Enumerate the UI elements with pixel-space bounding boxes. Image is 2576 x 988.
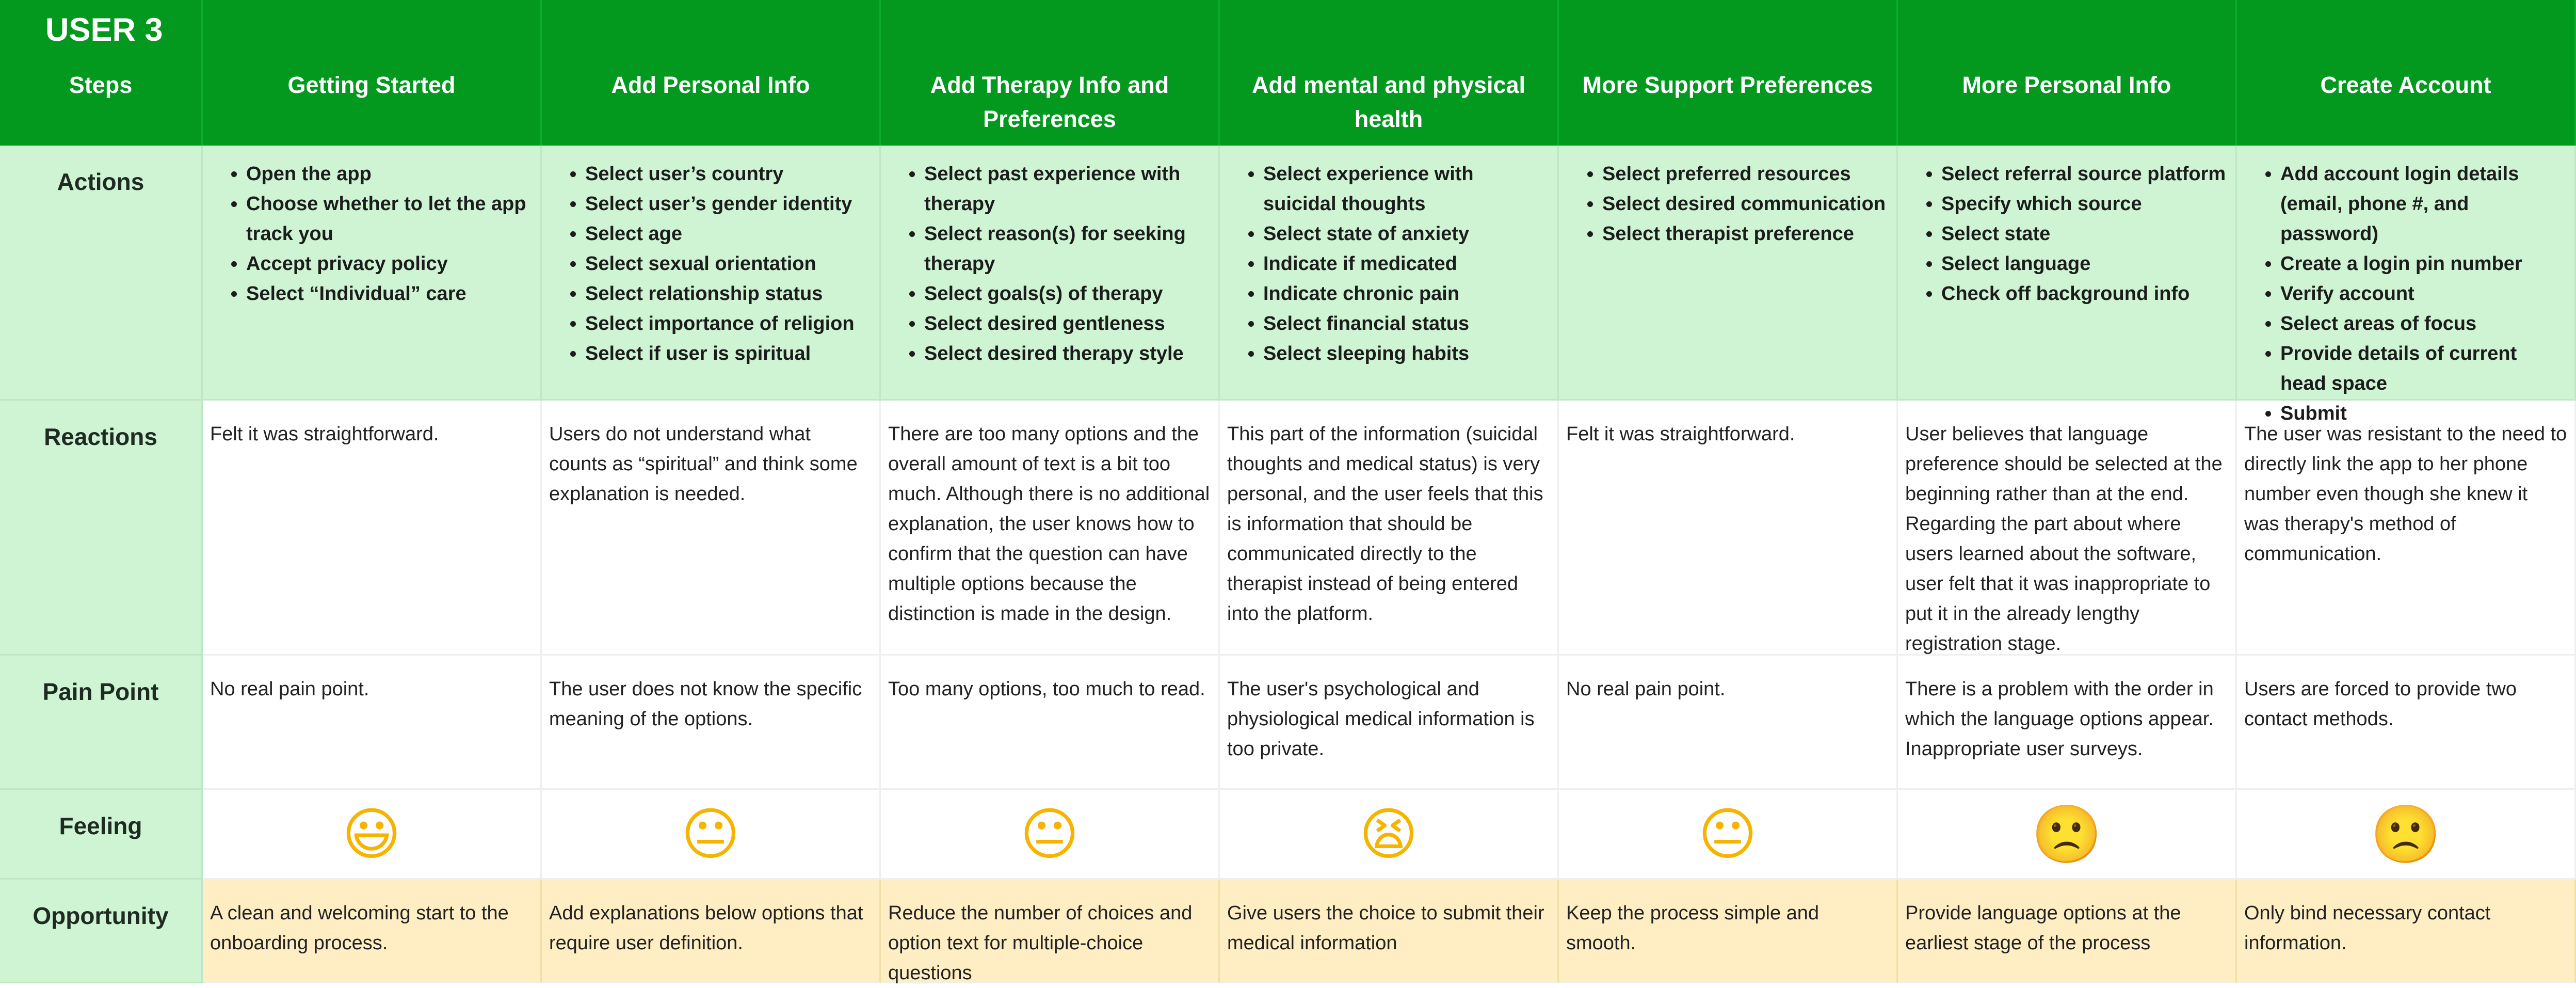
action-item: • Specify which source <box>1941 189 2228 219</box>
action-item: • Open the app <box>246 159 533 189</box>
pain-point-cell: Too many options, too much to read. <box>881 656 1220 790</box>
step-header: Add mental and physical health <box>1220 0 1559 146</box>
step-header: Create Account <box>2237 0 2576 146</box>
action-item: • Provide details of current head space <box>2280 339 2567 399</box>
reaction-cell: User believes that language preference should be selected at the beginning rather than at the end. Regarding the part about where users learned about the software, user felt that it was inappropriate to put it in the already lengthy registration stage. <box>1898 401 2237 656</box>
step-header: Getting Started <box>203 0 542 146</box>
action-item: • Select state of anxiety <box>1263 219 1550 249</box>
action-item: • Select relationship status <box>585 279 872 309</box>
action-item: • Accept privacy policy <box>246 249 533 279</box>
frowning-face-icon: 🙁 <box>2031 801 2102 867</box>
pain-point-cell: The user does not know the specific meaning of the options. <box>542 656 881 790</box>
action-item: • Choose whether to let the app track you <box>246 189 533 249</box>
action-item: • Submit <box>2280 399 2567 428</box>
step-header: More Personal Info <box>1898 0 2237 146</box>
actions-cell <box>1220 146 1559 401</box>
reaction-cell: This part of the information (suicidal thoughts and medical status) is very personal, and the user feels that this is information that should be communicated directly to the therapist instead of being entered into the platform. <box>1220 401 1559 656</box>
smiling-face-icon: 😃 <box>342 801 401 867</box>
action-item: • Select desired therapy style <box>924 339 1211 369</box>
reaction-cell: There are too many options and the overall amount of text is a bit too much. Although there is no additional explanation, the user knows how to confirm that the question can have multiple options because the distinction is made in the design. <box>881 401 1220 656</box>
tired-face-icon: 😫 <box>1359 801 1419 867</box>
action-item: • Create a login pin number <box>2280 249 2567 279</box>
reaction-cell: Users do not understand what counts as “spiritual” and think some explanation is needed. <box>542 401 881 656</box>
opportunity-cell: Give users the choice to submit their medical information <box>1220 880 1559 983</box>
action-item: • Select preferred resources <box>1602 159 1889 189</box>
action-item: • Select “Individual” care <box>246 279 533 309</box>
feeling-cell <box>542 790 881 880</box>
pain-point-cell: No real pain point. <box>203 656 542 790</box>
step-header: Add Personal Info <box>542 0 881 146</box>
reaction-cell: Felt it was straightforward. <box>1559 401 1898 656</box>
pain-point-cell: The user's psychological and physiological medical information is too private. <box>1220 656 1559 790</box>
steps-header <box>0 0 203 146</box>
action-item: • Select age <box>585 219 872 249</box>
pain-point-cell: Users are forced to provide two contact methods. <box>2237 656 2576 790</box>
opportunity-cell: Reduce the number of choices and option text for multiple-choice questions <box>881 880 1220 983</box>
neutral-face-icon: 😐 <box>681 801 740 867</box>
feeling-cell <box>1220 790 1559 880</box>
neutral-face-icon: 😐 <box>1020 801 1080 867</box>
action-item: • Add account login details (email, phone #, and password) <box>2280 159 2567 249</box>
actions-list <box>210 159 533 309</box>
pain-point-row-label: Pain Point <box>0 656 203 790</box>
opportunity-cell: A clean and welcoming start to the onboarding process. <box>203 880 542 983</box>
reaction-cell: Felt it was straightforward. <box>203 401 542 656</box>
reactions-row-label: Reactions <box>0 401 203 656</box>
neutral-face-icon: 😐 <box>1698 801 1758 867</box>
user-title: USER 3 <box>45 12 163 48</box>
action-item: • Select desired gentleness <box>924 309 1211 339</box>
action-item: • Select sexual orientation <box>585 249 872 279</box>
opportunity-row-label: Opportunity <box>0 880 203 983</box>
reaction-cell: The user was resistant to the need to directly link the app to her phone number even though she knew it was therapy's method of communication. <box>2237 401 2576 656</box>
action-item: • Select user’s gender identity <box>585 189 872 219</box>
actions-cell <box>542 146 881 401</box>
feeling-cell <box>1898 790 2237 880</box>
action-item: • Check off background info <box>1941 279 2228 309</box>
actions-cell <box>2237 146 2576 424</box>
action-item: • Select experience with suicidal thoughts <box>1263 159 1550 219</box>
feeling-cell <box>2237 790 2576 880</box>
step-header: Add Therapy Info and Preferences <box>881 0 1220 146</box>
steps-label: Steps <box>69 72 133 98</box>
actions-list <box>888 159 1211 369</box>
actions-cell <box>1559 146 1898 401</box>
action-item: • Select importance of religion <box>585 309 872 339</box>
opportunity-cell: Only bind necessary contact information. <box>2237 880 2576 983</box>
action-item: • Select state <box>1941 219 2228 249</box>
actions-list <box>1227 159 1550 369</box>
actions-list <box>1905 159 2228 309</box>
actions-cell <box>203 146 542 401</box>
action-item: • Select sleeping habits <box>1263 339 1550 369</box>
actions-cell <box>1898 146 2237 401</box>
action-item: • Select if user is spiritual <box>585 339 872 369</box>
action-item: • Verify account <box>2280 279 2567 309</box>
action-item: • Select therapist preference <box>1602 219 1889 249</box>
action-item: • Select areas of focus <box>2280 309 2567 339</box>
opportunity-cell: Provide language options at the earliest stage of the process <box>1898 880 2237 983</box>
actions-row-label: Actions <box>0 146 203 401</box>
action-item: • Select desired communication <box>1602 189 1889 219</box>
step-header: More Support Preferences <box>1559 0 1898 146</box>
actions-list <box>2244 159 2567 428</box>
action-item: • Select goals(s) of therapy <box>924 279 1211 309</box>
feeling-cell <box>881 790 1220 880</box>
actions-list <box>1566 159 1889 249</box>
action-item: • Select referral source platform <box>1941 159 2228 189</box>
action-item: • Select financial status <box>1263 309 1550 339</box>
action-item: • Select reason(s) for seeking therapy <box>924 219 1211 279</box>
feeling-cell <box>1559 790 1898 880</box>
feeling-row-label: Feeling <box>0 790 203 880</box>
action-item: • Select language <box>1941 249 2228 279</box>
action-item: • Select user’s country <box>585 159 872 189</box>
actions-list <box>549 159 872 369</box>
actions-cell <box>881 146 1220 401</box>
action-item: • Indicate chronic pain <box>1263 279 1550 309</box>
action-item: • Indicate if medicated <box>1263 249 1550 279</box>
pain-point-cell: No real pain point. <box>1559 656 1898 790</box>
action-item: • Select past experience with therapy <box>924 159 1211 219</box>
frowning-face-icon: 🙁 <box>2370 801 2441 867</box>
feeling-cell <box>203 790 542 880</box>
opportunity-cell: Keep the process simple and smooth. <box>1559 880 1898 983</box>
pain-point-cell: There is a problem with the order in which the language options appear. Inappropriate user surveys. <box>1898 656 2237 790</box>
opportunity-cell: Add explanations below options that require user definition. <box>542 880 881 983</box>
